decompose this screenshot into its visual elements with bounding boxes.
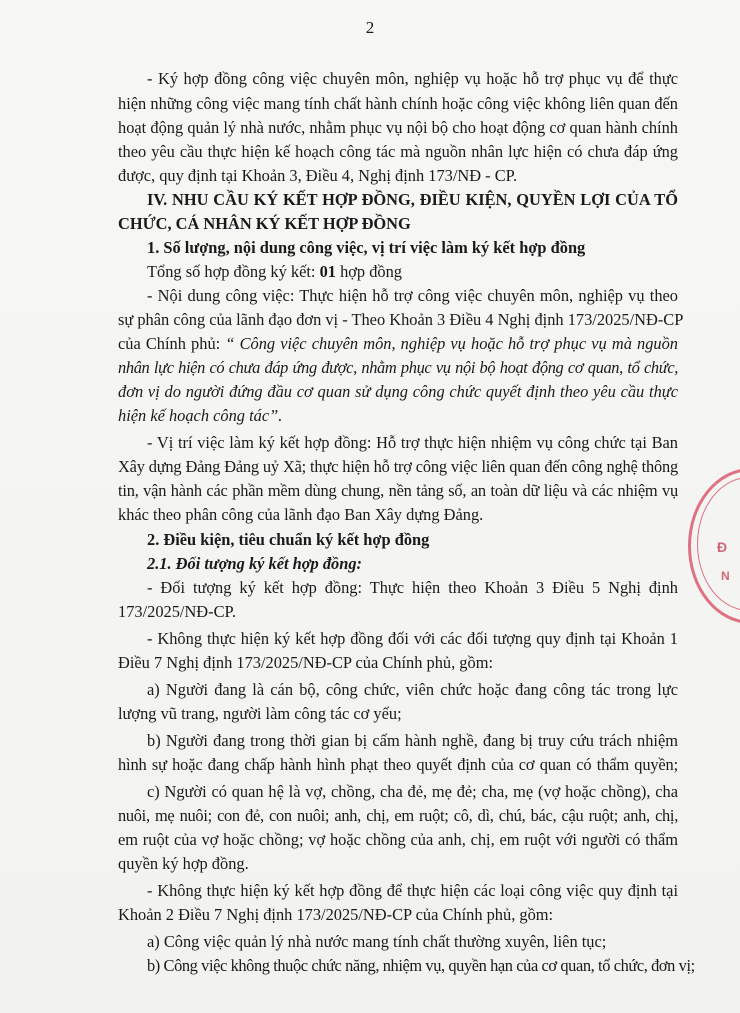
paragraph-line — [118, 333, 678, 355]
contract-count-unit: hợp đồng — [335, 262, 403, 281]
paragraph-line: - Ký hợp đồng công việc chuyên môn, nghiệp vụ hoặc hỗ trợ phục vụ để thực — [147, 69, 678, 88]
subsection-heading: 2. Điều kiện, tiêu chuẩn ký kết hợp đồng — [147, 530, 430, 549]
paragraph-line: khác theo phân công của lãnh đạo Ban Xây dựng Đảng. — [118, 505, 484, 524]
list-item: a) Người đang là cán bộ, công chức, viên chức hoặc đang công tác trong lực — [147, 680, 678, 699]
paragraph-line: hoạt động quản lý nhà nước, nhằm phục vụ nội bộ cho hoạt động cơ quan hành chính — [118, 118, 678, 137]
official-seal — [688, 468, 740, 624]
subsection-heading: 1. Số lượng, nội dung công việc, vị trí việc làm ký kết hợp đồng — [147, 238, 586, 257]
seal-letter: Đ — [717, 539, 728, 555]
list-item: hình sự hoặc đang chấp hành hình phạt theo quyết định của cơ quan có thẩm quyền; — [118, 755, 678, 774]
quote-line: nhân lực hiện có chưa đáp ứng được, nhằm phục vụ nội bộ hoạt động cơ quan, tổ chức, — [118, 358, 678, 377]
paragraph-line: - Đối tượng ký kết hợp đồng: Thực hiện theo Khoản 3 Điều 5 Nghị định — [147, 578, 678, 597]
quote-text: “ Công việc chuyên môn, nghiệp vụ hoặc hỗ trợ phục vụ mà nguồn — [225, 334, 678, 353]
contract-count-label: Tổng số hợp đồng ký kết: — [147, 262, 320, 281]
paragraph-line: - Vị trí việc làm ký kết hợp đồng: Hỗ trợ thực hiện nhiệm vụ công chức tại Ban — [147, 433, 678, 452]
paragraph-line: - Không thực hiện ký kết hợp đồng để thực hiện các loại công việc quy định tại — [147, 881, 678, 900]
quote-intro: của Chính phủ: — [118, 334, 226, 353]
contract-count-line — [147, 261, 678, 283]
section-heading: CHỨC, CÁ NHÂN KÝ KẾT HỢP ĐỒNG — [118, 214, 411, 233]
quote-line: hiện kế hoạch công tác”. — [118, 406, 283, 425]
paragraph-line: - Không thực hiện ký kết hợp đồng đối với các đối tượng quy định tại Khoản 1 — [147, 629, 678, 648]
paragraph-line: tin, vận hành các phần mềm dùng chung, nền tảng số, an toàn dữ liệu và các nhiệm vụ — [118, 481, 678, 500]
section-heading: IV. NHU CẦU KÝ KẾT HỢP ĐỒNG, ĐIỀU KIỆN, QUYỀN LỢI CỦA TỔ — [147, 190, 678, 209]
paragraph-line: Khoản 2 Điều 7 Nghị định 173/2025/NĐ-CP của Chính phủ, gồm: — [118, 905, 554, 924]
list-item: b) Người đang trong thời gian bị cấm hành nghề, đang bị truy cứu trách nhiệm — [147, 731, 678, 750]
paragraph-line: Điều 7 Nghị định 173/2025/NĐ-CP của Chính phủ, gồm: — [118, 653, 493, 672]
paragraph-line: hiện những công việc mang tính chất hành chính hoặc công việc không liên quan đến — [118, 94, 678, 113]
list-item: quyền ký hợp đồng. — [118, 854, 249, 873]
paragraph-line: được, quy định tại Khoản 3, Điều 4, Nghị định 173/NĐ - CP. — [118, 166, 518, 185]
list-item: b) Công việc không thuộc chức năng, nhiệm vụ, quyền hạn của cơ quan, tổ chức, đơn vị; — [147, 956, 695, 975]
paragraph-line: Xây dựng Đảng Đảng uỷ Xã; thực hiện hỗ trợ công việc liên quan đến công nghệ thông — [118, 457, 678, 476]
list-item: a) Công việc quản lý nhà nước mang tính chất thường xuyên, liên tục; — [147, 932, 607, 951]
page-number: 2 — [365, 18, 375, 37]
seal-letter: N — [721, 569, 730, 583]
list-item: nuôi, mẹ nuôi; con đẻ, con nuôi; anh, chị, em ruột; cô, dì, chú, bác, cậu ruột; anh, chị, — [118, 806, 678, 825]
list-item: lượng vũ trang, người làm công tác cơ yếu; — [118, 704, 402, 723]
list-item: em ruột của vợ hoặc chồng; vợ hoặc chồng của anh, chị, em ruột với người có thẩm — [118, 830, 678, 849]
paragraph-line: sự phân công của lãnh đạo đơn vị - Theo Khoản 3 Điều 4 Nghị định 173/2025/NĐ-CP — [118, 310, 684, 329]
contract-count-value: 01 — [319, 262, 336, 281]
list-item: c) Người có quan hệ là vợ, chồng, cha đẻ, mẹ đẻ; cha, mẹ (vợ hoặc chồng), cha — [147, 782, 678, 801]
paragraph-line: - Nội dung công việc: Thực hiện hỗ trợ công việc chuyên môn, nghiệp vụ theo — [147, 286, 678, 305]
paragraph-line: theo yêu cầu thực hiện kế hoạch công tác mà nguồn nhân lực hiện có chưa đáp ứng — [118, 142, 678, 161]
quote-line: đơn vị do người đứng đầu cơ quan sử dụng công chức quyết định theo yêu cầu thực — [118, 382, 678, 401]
subsection-heading: 2.1. Đối tượng ký kết hợp đồng: — [147, 554, 362, 573]
paragraph-line: 173/2025/NĐ-CP. — [118, 602, 236, 621]
